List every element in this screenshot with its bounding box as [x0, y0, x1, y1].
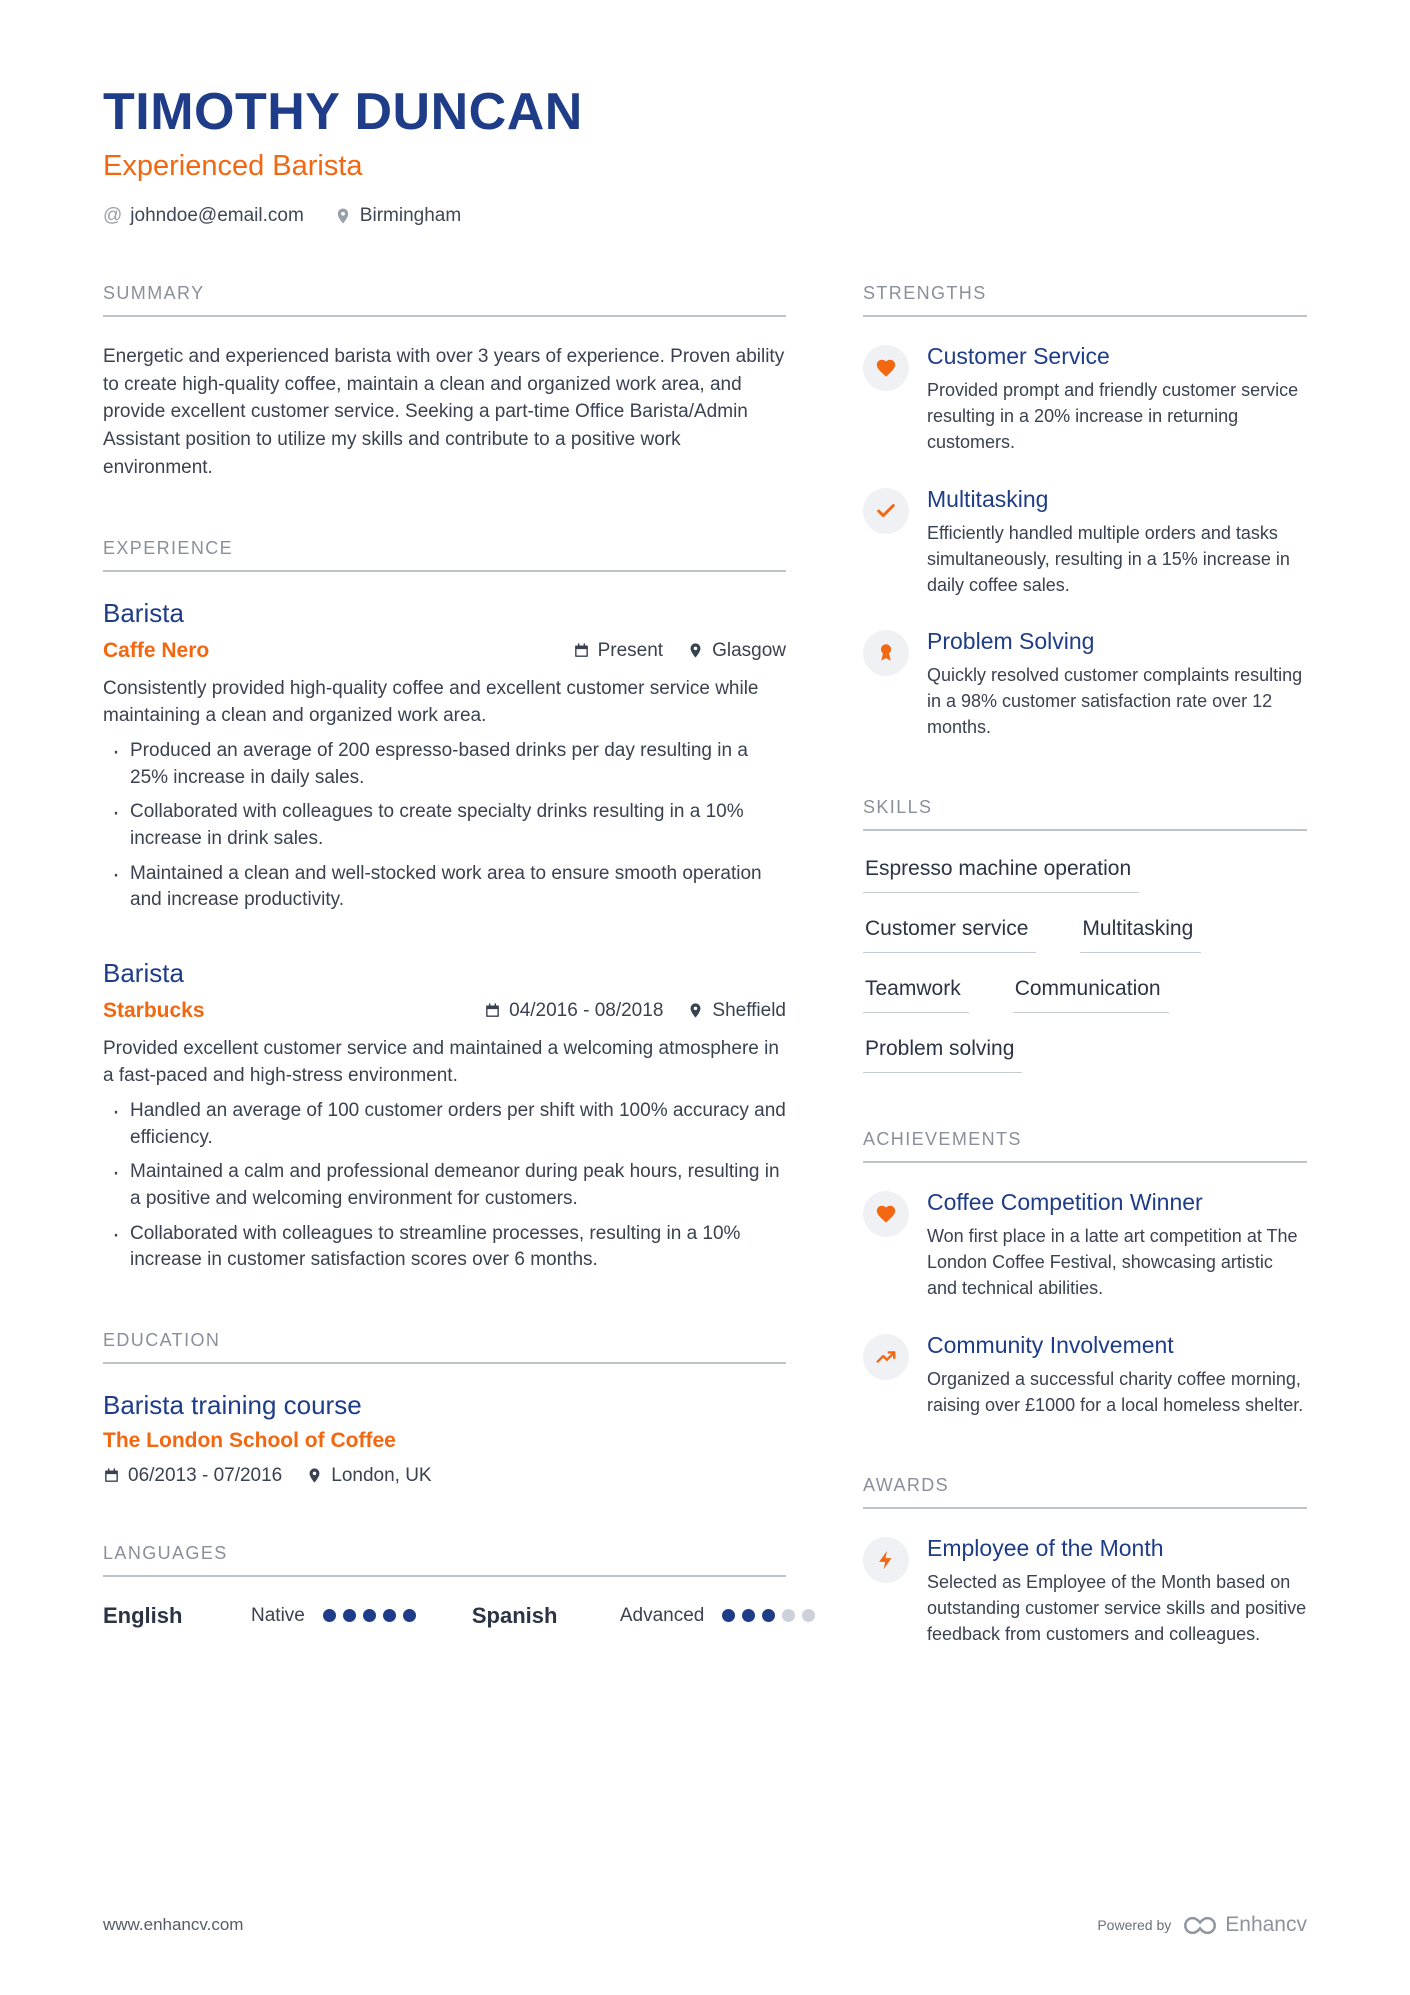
heart-icon	[863, 345, 909, 391]
language-proficiency: Native	[251, 1604, 305, 1626]
job-bullet: · Collaborated with colleagues to streamline processes, resulting in a 10% increase in customer satisfaction scores over 6 months.	[103, 1221, 786, 1274]
medal-icon	[863, 630, 909, 676]
job-meta	[573, 640, 786, 662]
job-company: Starbucks	[103, 998, 205, 1022]
awards-heading: AWARDS	[863, 1475, 1307, 1509]
job-bullets	[103, 738, 786, 914]
achievement-item	[863, 1332, 1307, 1419]
enhancv-logo-icon	[1183, 1915, 1217, 1936]
education-location	[306, 1465, 431, 1487]
job-company: Caffe Nero	[103, 638, 210, 662]
skills-heading: SKILLS	[863, 797, 1307, 831]
education-meta	[103, 1465, 786, 1487]
resume-columns	[103, 283, 1307, 1703]
skill-tag: Communication	[1013, 977, 1169, 1013]
job-bullet: · Handled an average of 100 customer orders per shift with 100% accuracy and efficiency.	[103, 1098, 786, 1151]
job-description: Consistently provided high-quality coffee and excellent customer service while maintaining a clean and organized work area.	[103, 677, 759, 727]
email-icon: @	[103, 205, 123, 226]
job-bullet: · Collaborated with colleagues to create specialty drinks resulting in a 10% increase in drink sales.	[103, 799, 786, 852]
skill-tag: Teamwork	[863, 977, 969, 1013]
strengths-section	[863, 283, 1307, 741]
candidate-name: TIMOTHY DUNCAN	[103, 83, 583, 141]
location-text: Birmingham	[359, 205, 462, 226]
achievement-item	[863, 1189, 1307, 1302]
award-title: Employee of the Month	[927, 1534, 1164, 1561]
candidate-title: Experienced Barista	[103, 150, 363, 182]
strength-text: Efficiently handled multiple orders and tasks simultaneously, resulting in a 15% increase in daily coffee sales.	[927, 522, 1290, 595]
check-icon	[863, 488, 909, 534]
skill-tag: Espresso machine operation	[863, 857, 1139, 893]
location-pin-icon	[687, 642, 704, 659]
award-text: Selected as Employee of the Month based on outstanding customer service skills and positive feedback from customers and colleagues.	[927, 1571, 1307, 1644]
location-pin-icon	[306, 1467, 323, 1484]
education-section	[103, 1330, 786, 1487]
job-entry	[103, 958, 786, 1274]
job-description: Provided excellent customer service and maintained a welcoming atmosphere in a fast-paced and high-stress environment.	[103, 1037, 779, 1087]
job-entry	[103, 598, 786, 914]
strength-text: Provided prompt and friendly customer service resulting in a 20% increase in returning customers.	[927, 380, 1299, 452]
lightning-icon	[863, 1537, 909, 1583]
job-location-text: Glasgow	[712, 639, 786, 661]
job-bullet: · Maintained a calm and professional demeanor during peak hours, resulting in a positive and welcoming environment for customers.	[103, 1159, 786, 1212]
strength-title: Multitasking	[927, 485, 1049, 512]
languages-row	[103, 1603, 786, 1629]
strength-title: Problem Solving	[927, 628, 1095, 655]
strength-item	[863, 628, 1307, 741]
skill-tag: Customer service	[863, 917, 1036, 953]
education-dates	[103, 1465, 282, 1487]
job-dates-text: Present	[597, 639, 664, 661]
job-dates-text: 04/2016 - 08/2018	[509, 999, 664, 1021]
job-dates	[573, 640, 663, 662]
job-title: Barista	[103, 957, 184, 988]
education-degree: Barista training course	[103, 1389, 362, 1420]
job-dates	[484, 1000, 663, 1022]
strength-item	[863, 343, 1307, 456]
achievement-text: Won first place in a latte art competition at The London Coffee Festival, showcasing artistic and technical abilities.	[927, 1226, 1298, 1298]
trending-up-icon	[863, 1334, 909, 1380]
location-pin-icon	[687, 1002, 704, 1019]
right-column	[863, 283, 1307, 1703]
job-bullets	[103, 1098, 786, 1274]
powered-by	[1097, 1913, 1307, 1937]
language-name: Spanish	[471, 1602, 558, 1628]
strength-text: Quickly resolved customer complaints resulting in a 98% customer satisfaction rate over 12 months.	[927, 665, 1303, 738]
skill-tag: Multitasking	[1080, 917, 1201, 953]
job-title: Barista	[103, 597, 184, 628]
heart-icon	[863, 1191, 909, 1237]
education-school: The London School of Coffee	[103, 1428, 396, 1452]
skill-tag: Problem solving	[863, 1037, 1022, 1073]
achievement-title: Coffee Competition Winner	[927, 1189, 1203, 1216]
language-level-dots	[722, 1609, 815, 1622]
summary-heading: SUMMARY	[103, 283, 786, 317]
enhancv-brand-text: Enhancv	[1225, 1913, 1307, 1936]
enhancv-brand	[1183, 1913, 1307, 1937]
language-entry	[472, 1603, 816, 1629]
education-heading: EDUCATION	[103, 1330, 786, 1364]
achievement-text: Organized a successful charity coffee morning, raising over £1000 for a local homeless shelter.	[927, 1368, 1304, 1415]
job-location	[687, 1000, 786, 1022]
calendar-icon	[103, 1467, 120, 1484]
achievements-heading: ACHIEVEMENTS	[863, 1129, 1307, 1163]
awards-section	[863, 1475, 1307, 1648]
resume-header	[103, 82, 1307, 227]
language-proficiency: Advanced	[619, 1604, 705, 1626]
award-item	[863, 1535, 1307, 1648]
language-name: English	[103, 1602, 183, 1628]
contact-email	[103, 205, 304, 227]
powered-by-label: Powered by	[1097, 1917, 1172, 1933]
strength-item	[863, 486, 1307, 599]
job-subrow	[103, 999, 786, 1023]
achievement-title: Community Involvement	[927, 1331, 1174, 1358]
calendar-icon	[484, 1002, 501, 1019]
job-meta	[484, 1000, 786, 1022]
experience-section	[103, 538, 786, 1274]
language-level-dots	[323, 1609, 416, 1622]
education-location-text: London, UK	[331, 1464, 432, 1486]
location-pin-icon	[334, 207, 352, 225]
job-location	[687, 640, 786, 662]
left-column	[103, 283, 786, 1703]
languages-section	[103, 1543, 786, 1629]
summary-text: Energetic and experienced barista with over 3 years of experience. Proven ability to create high-quality coffee, maintain a clean and organized work area, and provide excellent customer service. Seeking a part-time Office Barista/Admin Assistant position to utilize my skills and contribute to a positive work environment.	[103, 346, 785, 478]
job-subrow	[103, 639, 786, 663]
job-bullet: · Produced an average of 200 espresso-based drinks per day resulting in a 25% increase in daily sales.	[103, 738, 786, 791]
job-location-text: Sheffield	[712, 999, 786, 1021]
strengths-heading: STRENGTHS	[863, 283, 1307, 317]
language-entry	[103, 1603, 416, 1629]
email-text: johndoe@email.com	[130, 205, 304, 226]
enhancv-website-link[interactable]: www.enhancv.com	[103, 1915, 244, 1934]
skills-section	[863, 797, 1307, 1073]
education-dates-text: 06/2013 - 07/2016	[128, 1464, 283, 1486]
achievements-section	[863, 1129, 1307, 1419]
summary-section	[103, 283, 786, 482]
strength-title: Customer Service	[927, 343, 1110, 369]
contact-location	[334, 205, 461, 227]
experience-heading: EXPERIENCE	[103, 538, 786, 572]
contact-row	[103, 205, 1307, 227]
languages-heading: LANGUAGES	[103, 1543, 786, 1577]
calendar-icon	[573, 642, 590, 659]
skills-list	[863, 857, 1307, 1073]
page-footer	[103, 1913, 1307, 1937]
job-bullet: · Maintained a clean and well-stocked work area to ensure smooth operation and increase productivity.	[103, 861, 786, 914]
